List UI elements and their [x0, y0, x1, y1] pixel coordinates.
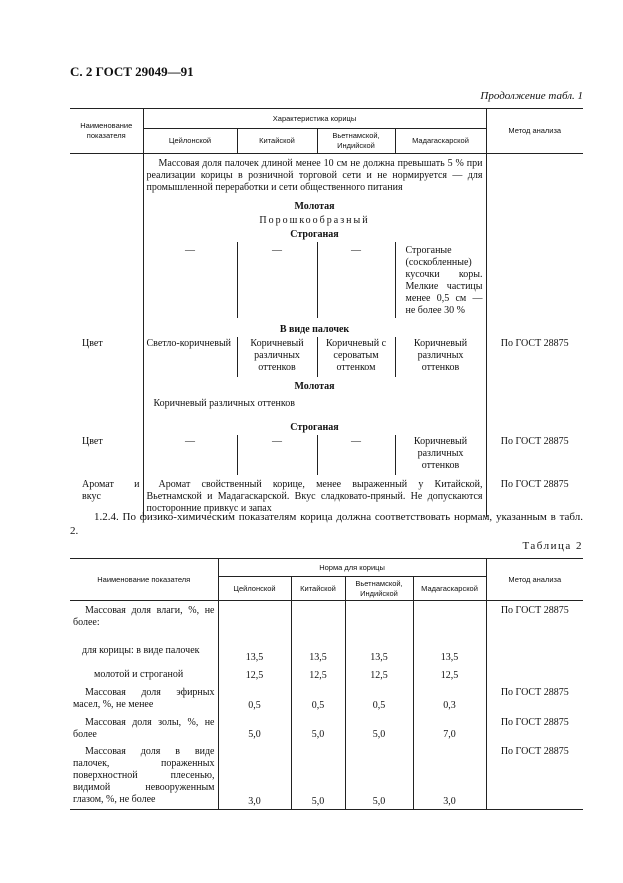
t2-head-vietnam: Вьетнамской, Индийской	[345, 577, 413, 601]
t1-color2-madagascar: Коричневый различных оттенков	[395, 435, 486, 475]
t2-head-chinese: Китайской	[291, 577, 345, 601]
t2-cell-vietnam: 12,5	[345, 665, 413, 683]
t1-head-ceylon: Цейлонской	[143, 129, 237, 154]
t2-cell-madagascar: 12,5	[413, 665, 486, 683]
t2-cell-ceylon: 3,0	[218, 742, 291, 810]
table-row	[70, 713, 583, 742]
t2-cell-chinese: 13,5	[291, 641, 345, 665]
t1-section-sticks: В виде палочек	[143, 318, 486, 337]
table-row	[70, 641, 583, 665]
t1-planed-vietnam: —	[317, 242, 395, 318]
t1-section-ground-2: Молотая	[143, 377, 486, 394]
t1-planed-ceylon: —	[143, 242, 237, 318]
t2-body	[70, 601, 583, 810]
t1-head-indicator: Наименование показателя	[70, 109, 143, 154]
t1-head-characteristic: Характеристика корицы	[143, 109, 486, 129]
t2-head-madagascar: Мадагаскарской	[413, 577, 486, 601]
t2-cell-madagascar: 7,0	[413, 713, 486, 742]
t2-cell-chinese: 5,0	[291, 742, 345, 810]
t2-cell-ceylon: 0,5	[218, 683, 291, 713]
t2-cell-method	[486, 641, 583, 665]
t1-color-method: По ГОСТ 28875	[500, 338, 569, 349]
t1-color2-ceylon: —	[143, 435, 237, 475]
t2-cell-vietnam: 5,0	[345, 742, 413, 810]
t2-cell-ceylon	[218, 601, 291, 641]
t1-head-madagascar: Мадагаскарской	[395, 129, 486, 154]
t2-cell-vietnam: 0,5	[345, 683, 413, 713]
t1-head-chinese: Китайской	[237, 129, 317, 154]
t2-head-indicator: Наименование показателя	[70, 559, 218, 601]
t2-cell-name: Массовая доля влаги, %, не более:	[70, 601, 218, 641]
t2-cell-chinese: 12,5	[291, 665, 345, 683]
t1-planed-chinese: —	[237, 242, 317, 318]
table-1	[70, 108, 583, 517]
t1-color2-method: По ГОСТ 28875	[500, 436, 569, 447]
t1-aroma-method: По ГОСТ 28875	[500, 479, 569, 490]
t2-cell-name: для корицы: в виде палочек	[70, 641, 218, 665]
page-header: С. 2 ГОСТ 29049—91	[70, 64, 194, 79]
t2-head-method: Метод анализа	[486, 559, 583, 601]
t2-cell-chinese: 0,5	[291, 683, 345, 713]
t2-cell-vietnam: 13,5	[345, 641, 413, 665]
t2-cell-ceylon: 12,5	[218, 665, 291, 683]
t1-color2-label: Цвет	[70, 435, 143, 475]
t1-color-chinese: Коричневый различных оттенков	[237, 337, 317, 377]
t1-color-vietnam: Коричневый с сероватым оттенком	[317, 337, 395, 377]
t2-head-ceylon: Цейлонской	[218, 577, 291, 601]
t2-cell-name: Массовая доля в виде палочек, пораженных поверхностной плесенью, видимой невооруженным глазом, %, не более	[70, 742, 218, 810]
t2-cell-chinese	[291, 601, 345, 641]
t1-head-vietnam: Вьетнамской, Индийской	[317, 129, 395, 154]
paragraph-1-2-4: 1.2.4. По физико-химическим показателям корица должна соответствовать нормам, указанным в табл. 2.	[70, 511, 583, 537]
t2-cell-name: Массовая доля эфирных масел, %, не менее	[70, 683, 218, 713]
t2-cell-ceylon: 13,5	[218, 641, 291, 665]
t1-aroma-text: Аромат свойственный корице, менее выраженный у Китайской, Вьетнамской и Мадагаскарской. Вкус сладковато-пряный. Не допускаются посторонние привкус и запах	[143, 475, 486, 517]
t1-color2-chinese: —	[237, 435, 317, 475]
t2-head-norms: Норма для корицы	[218, 559, 486, 577]
t2-cell-vietnam: 5,0	[345, 713, 413, 742]
t1-section-planed-2: Строганая	[143, 416, 486, 435]
table-2	[70, 558, 583, 810]
t1-aroma-label: Аромат и вкус	[70, 475, 143, 517]
t2-cell-ceylon: 5,0	[218, 713, 291, 742]
table-row	[70, 742, 583, 810]
table-row	[70, 601, 583, 641]
t2-cell-name: Массовая доля золы, %, не более	[70, 713, 218, 742]
t2-cell-name: молотой и строганой	[70, 665, 218, 683]
table-row	[70, 683, 583, 713]
t1-note: Массовая доля палочек длиной менее 10 см не должна превышать 5 % при реализации корицы в розничной торговой сети и не нормируется — для промышленной переработки и сети общественного питания	[143, 154, 486, 196]
t2-cell-madagascar: 3,0	[413, 742, 486, 810]
t2-cell-method: По ГОСТ 28875	[500, 605, 569, 616]
t2-cell-vietnam	[345, 601, 413, 641]
t1-section-ground: Молотая	[143, 195, 486, 214]
t1-planed-madagascar: Строганые (соскобленные) кусочки коры. Мелкие частицы менее 0,5 см — не более 30 %	[395, 242, 486, 318]
t1-section-planed: Строганая	[143, 228, 486, 242]
t1-color-madagascar: Коричневый различных оттенков	[395, 337, 486, 377]
continuation-label: Продолжение табл. 1	[480, 90, 583, 102]
t1-color-ceylon: Светло-коричневый	[143, 337, 237, 377]
t1-section-powder: Порошкообразный	[143, 214, 486, 228]
t1-head-method: Метод анализа	[486, 109, 583, 154]
t1-ground-color: Коричневый различных оттенков	[143, 394, 486, 416]
table-row	[70, 665, 583, 683]
t2-cell-method	[486, 665, 583, 683]
t2-cell-chinese: 5,0	[291, 713, 345, 742]
t2-cell-madagascar	[413, 601, 486, 641]
t2-cell-method: По ГОСТ 28875	[500, 716, 569, 728]
table-2-label: Таблица 2	[522, 540, 583, 552]
t1-color-label: Цвет	[70, 337, 143, 377]
t2-cell-madagascar: 0,3	[413, 683, 486, 713]
t2-cell-method: По ГОСТ 28875	[500, 745, 569, 757]
t2-cell-madagascar: 13,5	[413, 641, 486, 665]
t1-color2-vietnam: —	[317, 435, 395, 475]
t2-cell-method: По ГОСТ 28875	[500, 686, 569, 698]
